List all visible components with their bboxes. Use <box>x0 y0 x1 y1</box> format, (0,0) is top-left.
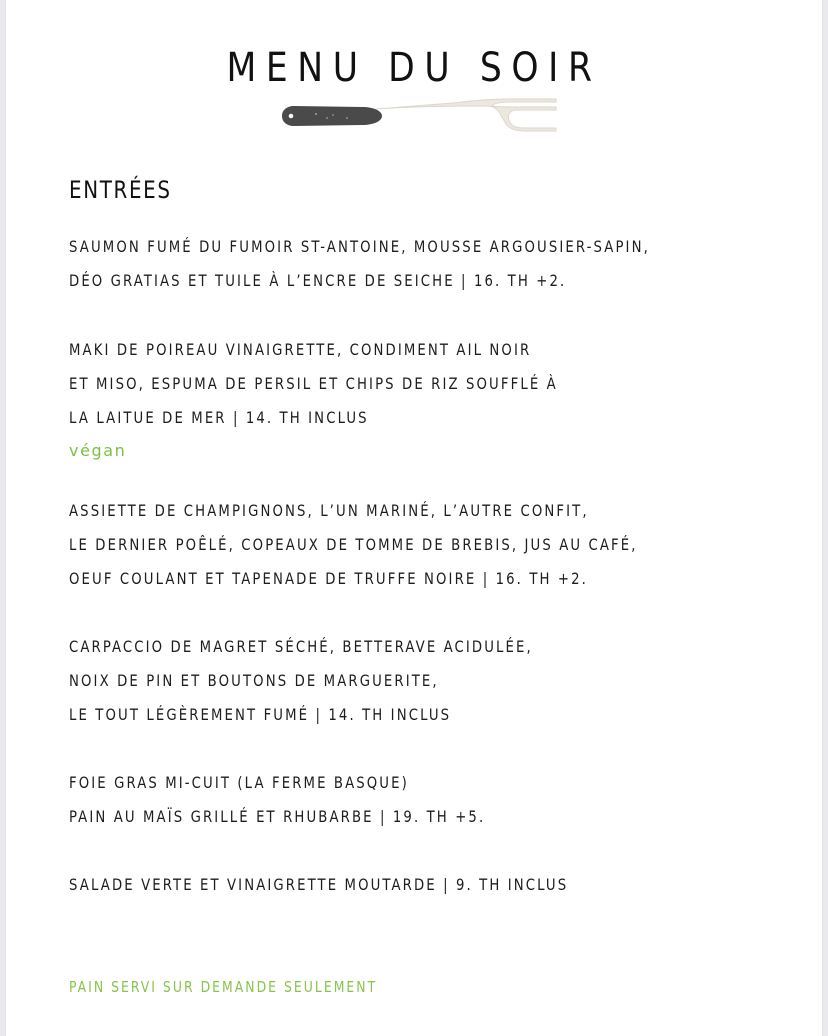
menu-item-1-line-1: SAUMON FUMÉ DU FUMOIR ST-ANTOINE, MOUSSE ARGOUSIER-SAPIN, <box>69 237 650 256</box>
menu-item-2-line-1: MAKI DE POIREAU VINAIGRETTE, CONDIMENT AIL NOIR <box>69 340 532 359</box>
bread-note: PAIN SERVI SUR DEMANDE SEULEMENT <box>69 978 378 996</box>
menu-item-4-line-3: LE TOUT LÉGÈREMENT FUMÉ | 14. TH INCLUS <box>69 705 452 724</box>
vegan-tag: végan <box>69 441 127 460</box>
menu-item-2-line-3: LA LAITUE DE MER | 14. TH INCLUS <box>69 408 369 427</box>
menu-item-5-line-1: FOIE GRAS MI-CUIT (LA FERME BASQUE) <box>69 773 409 792</box>
menu-item-5-line-2: PAIN AU MAÏS GRILLÉ ET RHUBARBE | 19. TH +5. <box>69 807 486 826</box>
menu-item-4-line-1: CARPACCIO DE MAGRET SÉCHÉ, BETTERAVE ACIDULÉE, <box>69 637 533 656</box>
section-heading-entrees: ENTRÉES <box>69 176 172 204</box>
menu-item-1-line-2: DÉO GRATIAS ET TUILE À L’ENCRE DE SEICHE | 16. TH +2. <box>69 271 567 290</box>
menu-item-4-line-2: NOIX DE PIN ET BOUTONS DE MARGUERITE, <box>69 671 439 690</box>
menu-page <box>6 0 822 1036</box>
menu-item-3-line-2: LE DERNIER POÊLÉ, COPEAUX DE TOMME DE BREBIS, JUS AU CAFÉ, <box>69 535 638 554</box>
menu-item-2-line-2: ET MISO, ESPUMA DE PERSIL ET CHIPS DE RIZ SOUFFLÉ À <box>69 374 558 393</box>
fork-icon <box>278 98 558 136</box>
menu-item-6-line-1: SALADE VERTE ET VINAIGRETTE MOUTARDE | 9. TH INCLUS <box>69 875 569 894</box>
menu-item-3-line-1: ASSIETTE DE CHAMPIGNONS, L’UN MARINÉ, L’AUTRE CONFIT, <box>69 501 589 520</box>
menu-item-3-line-3: OEUF COULANT ET TAPENADE DE TRUFFE NOIRE | 16. TH +2. <box>69 569 588 588</box>
page-title: MENU DU SOIR <box>226 45 602 91</box>
